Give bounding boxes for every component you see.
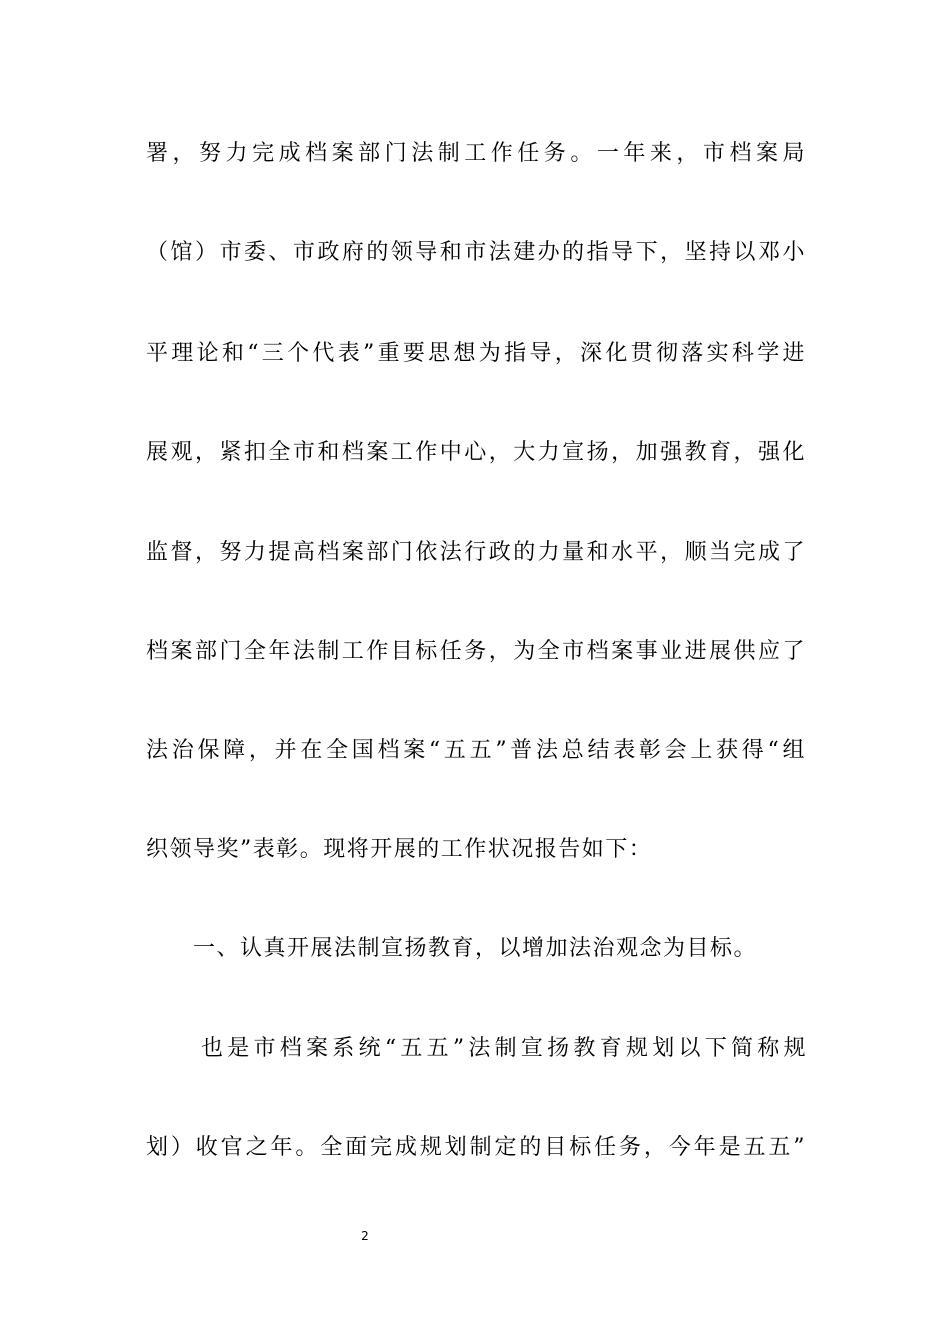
paragraph-line: 织领导奖”表彰。现将开展的工作状况报告如下： <box>146 837 653 862</box>
paragraph-line: 法治保障，并在全国档案“五五”普法总结表彰会上获得“组 <box>146 738 806 763</box>
page-number: 2 <box>361 1229 369 1243</box>
paragraph-line: （馆）市委、市政府的领导和市法建办的指导下，坚持以邓小 <box>146 240 806 265</box>
paragraph-line: 监督，努力提高档案部门依法行政的力量和水平，顺当完成了 <box>146 540 806 565</box>
paragraph-line: 划）收官之年。全面完成规划制定的目标任务，今年是五五” <box>146 1135 806 1160</box>
paragraph-line: 档案部门全年法制工作目标任务，为全市档案事业进展供应了 <box>146 639 806 664</box>
paragraph-line: 也是市档案系统“五五”法制宣扬教育规划以下简称规 <box>201 1036 807 1061</box>
section-heading: 一、认真开展法制宣扬教育，以增加法治观念为目标。 <box>193 936 758 961</box>
paragraph-line: 署，努力完成档案部门法制工作任务。一年来，市档案局 <box>146 141 806 166</box>
paragraph-line: 展观，紧扣全市和档案工作中心，大力宣扬，加强教育，强化 <box>146 440 806 465</box>
paragraph-line: 平理论和“三个代表”重要思想为指导，深化贯彻落实科学进 <box>146 341 806 366</box>
